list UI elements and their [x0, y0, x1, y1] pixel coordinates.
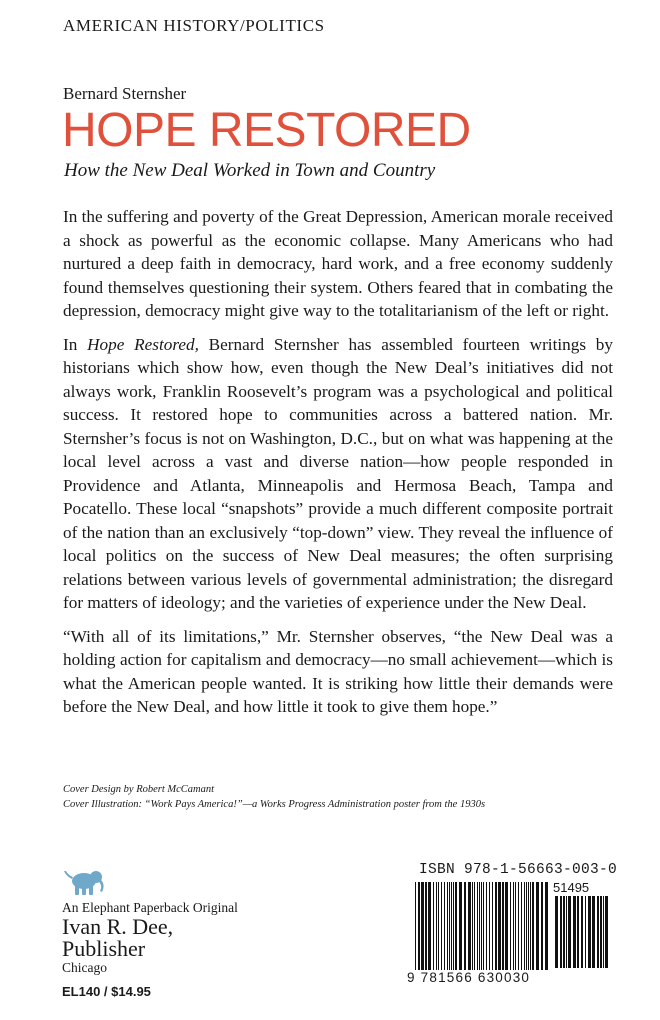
barcode-bar: [441, 882, 442, 970]
publisher-word: Publisher: [62, 936, 146, 961]
author-name: Bernard Sternsher: [63, 84, 187, 103]
barcode-bar: [573, 896, 576, 968]
barcode-bar: [489, 882, 490, 970]
barcode-bar: [472, 882, 473, 970]
barcode-bar: [451, 882, 452, 970]
barcode-bar: [560, 896, 562, 968]
barcode-bar: [605, 896, 608, 968]
barcode-bar: [563, 896, 565, 968]
barcode-bar: [468, 882, 471, 970]
paragraph-3: “With all of its limitations,” Mr. Sternsher observes, “the New Deal was a holding action for capitalism and democracy—no small achievement—which is what the American people wanted. It is striking how little their demands were before the New Deal, and how little it took to give them hope.”: [63, 626, 613, 716]
barcode-bar: [449, 882, 450, 970]
barcode-bar: [455, 882, 457, 970]
barcode-bar: [581, 896, 583, 968]
barcode-bar: [510, 882, 511, 970]
cover-design-credit: Cover Design by Robert McCamant: [63, 784, 215, 795]
barcode-bar: [600, 896, 602, 968]
book-title: HOPE RESTORED: [62, 104, 471, 157]
barcode-bar: [436, 882, 437, 970]
barcode-bar: [518, 882, 519, 970]
barcode-bar: [541, 882, 543, 970]
imprint: [62, 900, 238, 976]
barcode-bar: [474, 882, 475, 970]
barcode-bar: [418, 882, 420, 970]
barcode-bar: [502, 882, 504, 970]
barcode-number: 9 781566 630030: [407, 970, 531, 985]
barcode-bar: [568, 896, 571, 968]
barcode-bar: [505, 882, 508, 970]
barcode-bar: [545, 882, 548, 970]
barcode-bar: [425, 882, 427, 970]
barcode-bar: [524, 882, 525, 970]
barcode-addon-number: 51495: [553, 880, 590, 895]
barcode-bar: [486, 882, 487, 970]
barcode-addon: [555, 896, 617, 968]
barcode: [415, 882, 550, 970]
barcode-bar: [444, 882, 445, 970]
barcode-bar: [447, 882, 448, 970]
barcode-bar: [421, 882, 424, 970]
paragraph-1: In the suffering and poverty of the Great Depression, American morale received a shock as powerful as the economic collapse. Many Americans who had nurtured a deep faith in democracy, hard work, and a free economy suddenly found themselves questioning their system. Others feared that in combating the depression, democracy might give way to the totalitarianism of the left or right.: [63, 207, 613, 320]
barcode-bar: [495, 882, 497, 970]
price-label: EL140 / $14.95: [62, 984, 151, 999]
barcode-bar: [577, 896, 579, 968]
barcode-bar: [536, 882, 539, 970]
barcode-bar: [532, 882, 534, 970]
barcode-bar: [528, 882, 529, 970]
barcode-area: [405, 860, 620, 995]
barcode-bar: [438, 882, 439, 970]
barcode-bar: [492, 882, 493, 970]
barcode-bar: [483, 882, 484, 970]
cover-illustration-credit: Cover Illustration: “Work Pays America!”—a Works Progress Administration poster from the 1930s: [63, 799, 486, 810]
barcode-bar: [588, 896, 591, 968]
credits: [63, 782, 623, 812]
barcode-bar: [477, 882, 478, 970]
barcode-bar: [566, 896, 567, 968]
barcode-bar: [597, 896, 599, 968]
barcode-bar: [479, 882, 480, 970]
barcode-bar: [464, 882, 466, 970]
barcode-bar: [498, 882, 501, 970]
barcode-bar: [459, 882, 462, 970]
barcode-bar: [453, 882, 454, 970]
barcode-bar: [515, 882, 516, 970]
barcode-bar: [603, 896, 604, 968]
paragraph-2-start: In: [63, 334, 88, 354]
description: [63, 205, 613, 729]
barcode-bar: [585, 896, 586, 968]
isbn-number: ISBN 978-1-56663-003-0: [419, 862, 618, 878]
series-label: An Elephant Paperback Original: [62, 900, 238, 915]
barcode-bar: [428, 882, 431, 970]
barcode-bar: [526, 882, 527, 970]
category-label: AMERICAN HISTORY/POLITICS: [63, 16, 325, 35]
barcode-bar: [530, 882, 531, 970]
barcode-bar: [513, 882, 514, 970]
paragraph-2-rest: Bernard Sternsher has assembled fourteen writings by historians which show how, even though the New Deal’s initiatives did not always work, Franklin Roosevelt’s program was a psychological and political success. It restored hope to communities across a battered nation. Mr. Sternsher’s focus is not on Washington, D.C., but on what was happening at the local level across a vast and diverse nation—how people responded in Providence and Atlanta, Minneapolis and Hermosa Beach, Tampa and Pocatello. These local “snapshots” provide a much different composite portrait of the nation than an exclusively “top-down” view. They reveal the influence of local politics on the success of New Deal measures; the often surprising relations between various levels of governmental administration; the disregard for matters of ideology; and the varieties of experience under the New Deal.: [63, 334, 613, 612]
publisher-city: Chicago: [62, 960, 107, 975]
paragraph-2: [63, 333, 613, 615]
barcode-bar: [521, 882, 522, 970]
barcode-bar: [555, 896, 558, 968]
barcode-bar: [433, 882, 434, 970]
barcode-bar: [415, 882, 416, 970]
paragraph-2-title: Hope Restored,: [87, 334, 199, 354]
barcode-bar: [481, 882, 482, 970]
book-subtitle: How the New Deal Worked in Town and Country: [64, 160, 436, 181]
elephant-icon: [62, 866, 106, 898]
barcode-bar: [592, 896, 595, 968]
publisher-name: Ivan R. Dee,: [62, 914, 174, 939]
